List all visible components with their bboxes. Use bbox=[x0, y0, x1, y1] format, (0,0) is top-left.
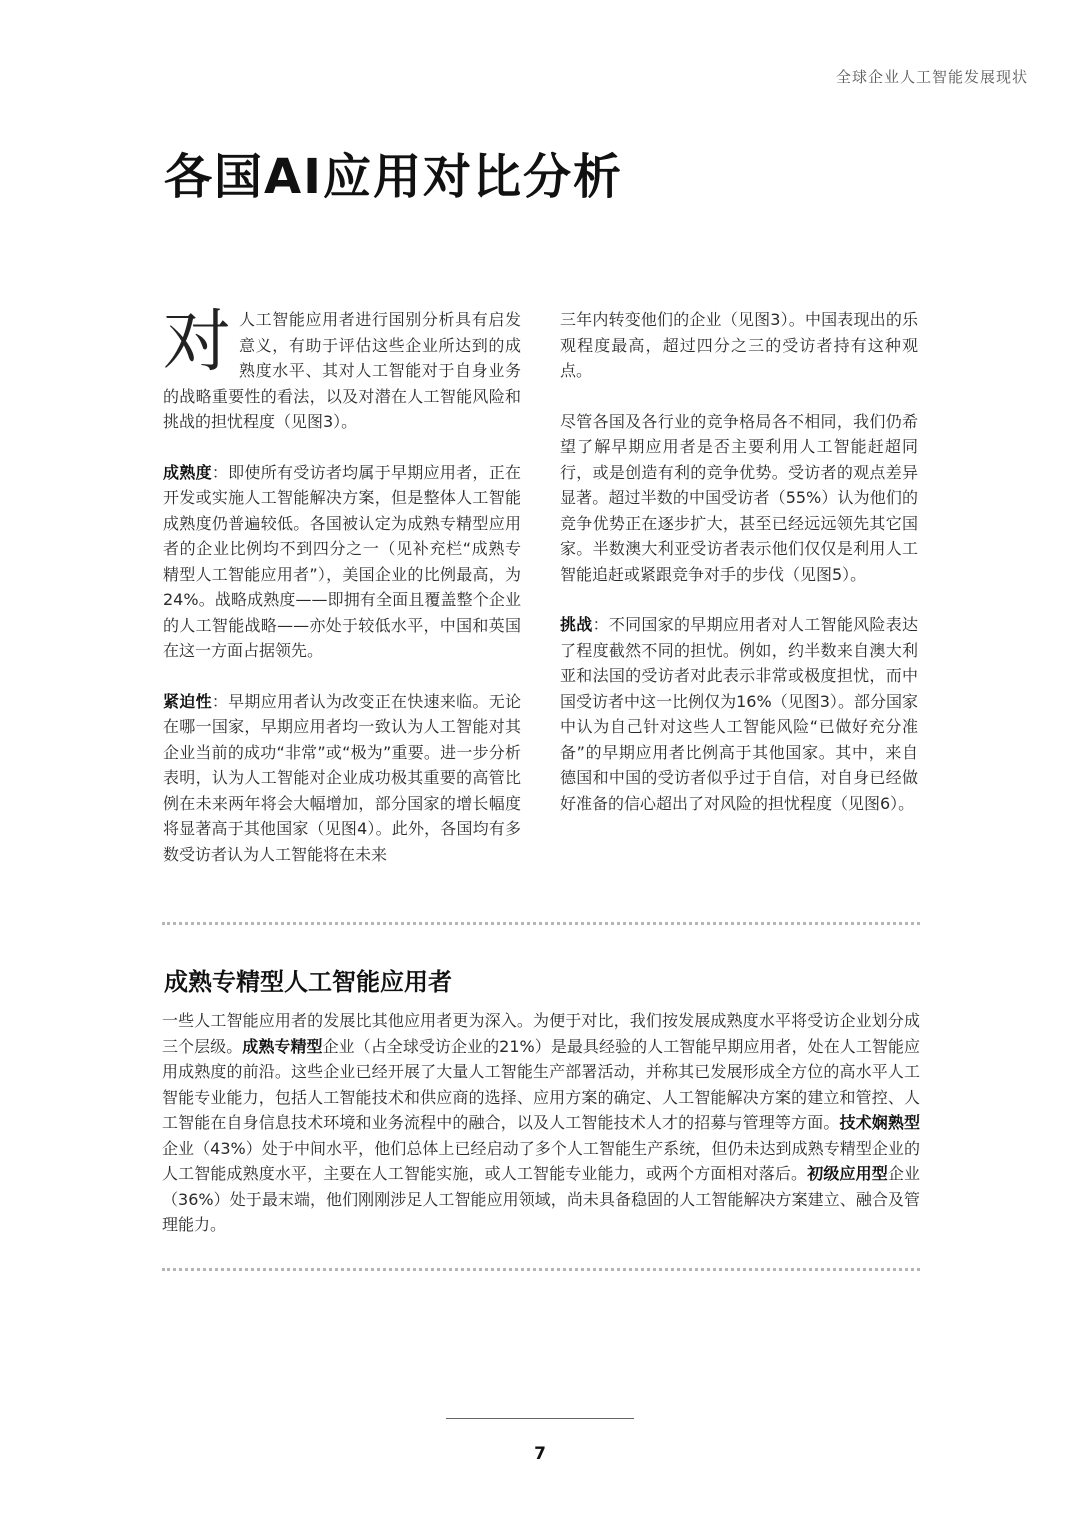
page-title: 各国AI应用对比分析 bbox=[164, 149, 624, 205]
page-number: 7 bbox=[534, 1444, 546, 1464]
sidebar-bold-term: 成熟专精型 bbox=[242, 1036, 323, 1056]
challenge-paragraph bbox=[560, 612, 918, 816]
right-column bbox=[560, 307, 918, 841]
sidebar-body bbox=[162, 1008, 920, 1238]
sidebar-text: 一些人工智能应用者的发展比其他应用者更为深入。为便于对比，我们按发展成熟度水平将受访企业划分成三个层级。 bbox=[162, 1011, 920, 1056]
intro-text: 人工智能应用者进行国别分析具有启发意义，有助于评估这些企业所达到的成熟度水平、其对人工智能对于自身业务的战略重要性的看法，以及对潜在人工智能风险和挑战的担忧程度（见图3）。 bbox=[163, 310, 521, 431]
dropcap: 对 bbox=[163, 303, 232, 382]
left-column bbox=[163, 303, 521, 892]
sidebar-text: 企业（占全球受访企业的21%）是最具经验的人工智能早期应用者，处在人工智能应用成熟度的前沿。这些企业已经开展了大量人工智能生产部署活动，并称其已发展形成全方位的高水平人工智能专业能力，包括人工智能技术和供应商的选择、应用方案的确定、人工智能解决方案的建立和管控、人工智能在自身信息技术环境和业务流程中的融合，以及人工智能技术人才的招募与管理等方面。 bbox=[162, 1036, 920, 1132]
challenge-text: ：不同国家的早期应用者对人工智能风险表达了程度截然不同的担忧。例如，约半数来自澳大利亚和法国的受访者对此表示非常或极度担忧，而中国受访者中这一比例仅为16%（见图3）。部分国家中认为自己针对这些人工智能风险“已做好充分准备”的早期应用者比例高于其他国家。其中，来自德国和中国的受访者似乎过于自信，对自身已经做好准备的信心超出了对风险的担忧程度（见图6）。 bbox=[560, 615, 918, 813]
urgency-lead: 紧迫性 bbox=[163, 691, 212, 711]
footer-rule bbox=[446, 1418, 634, 1419]
maturity-paragraph bbox=[163, 460, 521, 664]
urgency-continued-paragraph: 三年内转变他们的企业（见图3）。中国表现出的乐观程度最高，超过四分之三的受访者持有这种观点。 bbox=[560, 310, 918, 380]
urgency-paragraph bbox=[163, 689, 521, 868]
dotted-divider-top bbox=[162, 922, 920, 925]
urgency-text: ：早期应用者认为改变正在快速来临。无论在哪一国家，早期应用者均一致认为人工智能对其企业当前的成功“非常”或“极为”重要。进一步分析表明，认为人工智能对企业成功极其重要的高管比例在未来两年将会大幅增加，部分国家的增长幅度将显著高于其他国家（见图4）。此外，各国均有多数受访者认为人工智能将在未来 bbox=[163, 691, 521, 864]
sidebar-text: 企业（36%）处于最末端，他们刚刚涉足人工智能应用领域，尚未具备稳固的人工智能解决方案建立、融合及管理能力。 bbox=[162, 1164, 920, 1234]
dotted-divider-bottom bbox=[162, 1268, 920, 1271]
sidebar-heading: 成熟专精型人工智能应用者 bbox=[164, 968, 452, 996]
intro-paragraph bbox=[163, 303, 521, 435]
running-header: 全球企业人工智能发展现状 bbox=[835, 68, 1028, 86]
challenge-lead: 挑战 bbox=[560, 615, 593, 634]
competition-paragraph: 尽管各国及各行业的竞争格局各不相同，我们仍希望了解早期应用者是否主要利用人工智能赶超同行，或是创造有利的竞争优势。受访者的观点差异显著。超过半数的中国受访者（55%）认为他们的竞争优势正在逐步扩大，甚至已经远远领先其它国家。半数澳大利亚受访者表示他们仅仅是利用人工智能追赶或紧跟竞争对手的步伐（见图5）。 bbox=[560, 411, 918, 584]
sidebar-bold-term: 初级应用型 bbox=[807, 1164, 888, 1183]
maturity-lead: 成熟度 bbox=[163, 462, 212, 482]
sidebar-text: 企业（43%）处于中间水平，他们总体上已经启动了多个人工智能生产系统，但仍未达到成熟专精型企业的人工智能成熟度水平，主要在人工智能实施，或人工智能专业能力，或两个方面相对落后。 bbox=[162, 1138, 920, 1183]
maturity-text: ：即使所有受访者均属于早期应用者，正在开发或实施人工智能解决方案，但是整体人工智能成熟度仍普遍较低。各国被认定为成熟专精型应用者的企业比例均不到四分之一（见补充栏“成熟专精型人工智能应用者”），美国企业的比例最高，为24%。战略成熟度——即拥有全面且覆盖整个企业的人工智能战略——亦处于较低水平，中国和英国在这一方面占据领先。 bbox=[163, 462, 521, 660]
sidebar-bold-term: 技术娴熟型 bbox=[839, 1113, 920, 1132]
